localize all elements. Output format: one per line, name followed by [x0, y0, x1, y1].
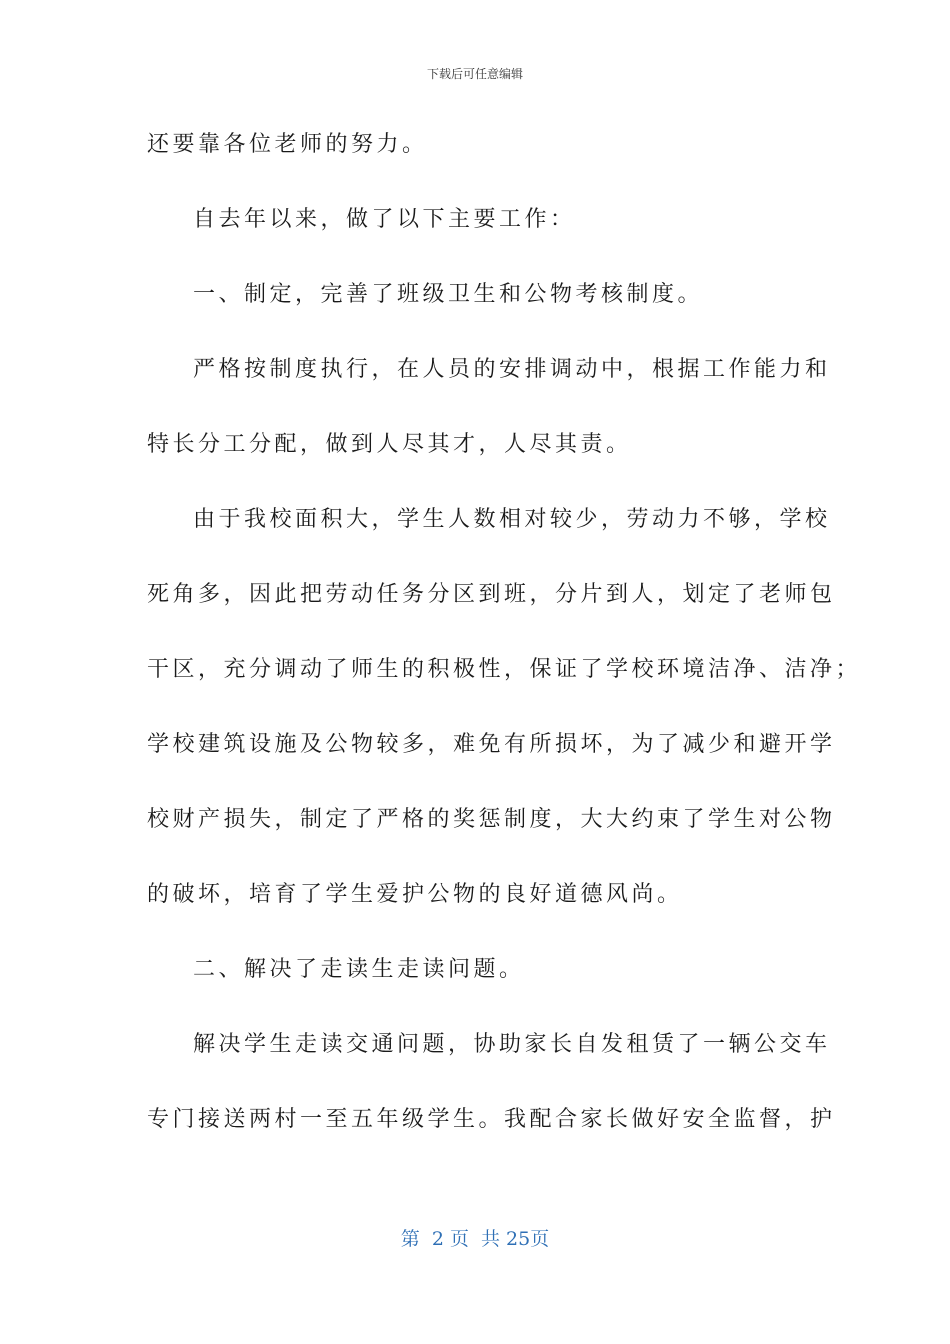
text-line: 学校建筑设施及公物较多，难免有所损坏，为了减少和避开学 — [147, 732, 836, 757]
paragraph-start: 解决学生走读交通问题，协助家长自发租赁了一辆公交车 — [193, 1032, 831, 1057]
paragraph-start: 严格按制度执行，在人员的安排调动中，根据工作能力和 — [193, 357, 831, 382]
paragraph-start: 自去年以来，做了以下主要工作： — [193, 207, 576, 232]
text-line: 干区，充分调动了师生的积极性，保证了学校环境洁净、洁净； — [147, 657, 862, 682]
document-body — [147, 126, 862, 1176]
page-header: 下载后可任意编辑 — [426, 67, 523, 81]
paragraph-start: 由于我校面积大，学生人数相对较少，劳动力不够，学校 — [193, 507, 831, 532]
text-line: 校财产损失，制定了严格的奖惩制度，大大约束了学生对公物 — [147, 807, 836, 832]
text-line: 特长分工分配，做到人尽其才，人尽其责。 — [147, 432, 632, 457]
text-line: 的破坏，培育了学生爱护公物的良好道德风尚。 — [147, 882, 683, 907]
section-heading: 二、解决了走读生走读问题。 — [193, 957, 525, 982]
page-number: 第 2 页 共 25页 — [400, 1228, 550, 1250]
text-line: 专门接送两村一至五年级学生。我配合家长做好安全监督，护 — [147, 1107, 836, 1132]
section-heading: 一、制定，完善了班级卫生和公物考核制度。 — [193, 282, 704, 307]
text-line: 还要靠各位老师的努力。 — [147, 132, 428, 157]
text-line: 死角多，因此把劳动任务分区到班，分片到人，划定了老师包 — [147, 582, 836, 607]
